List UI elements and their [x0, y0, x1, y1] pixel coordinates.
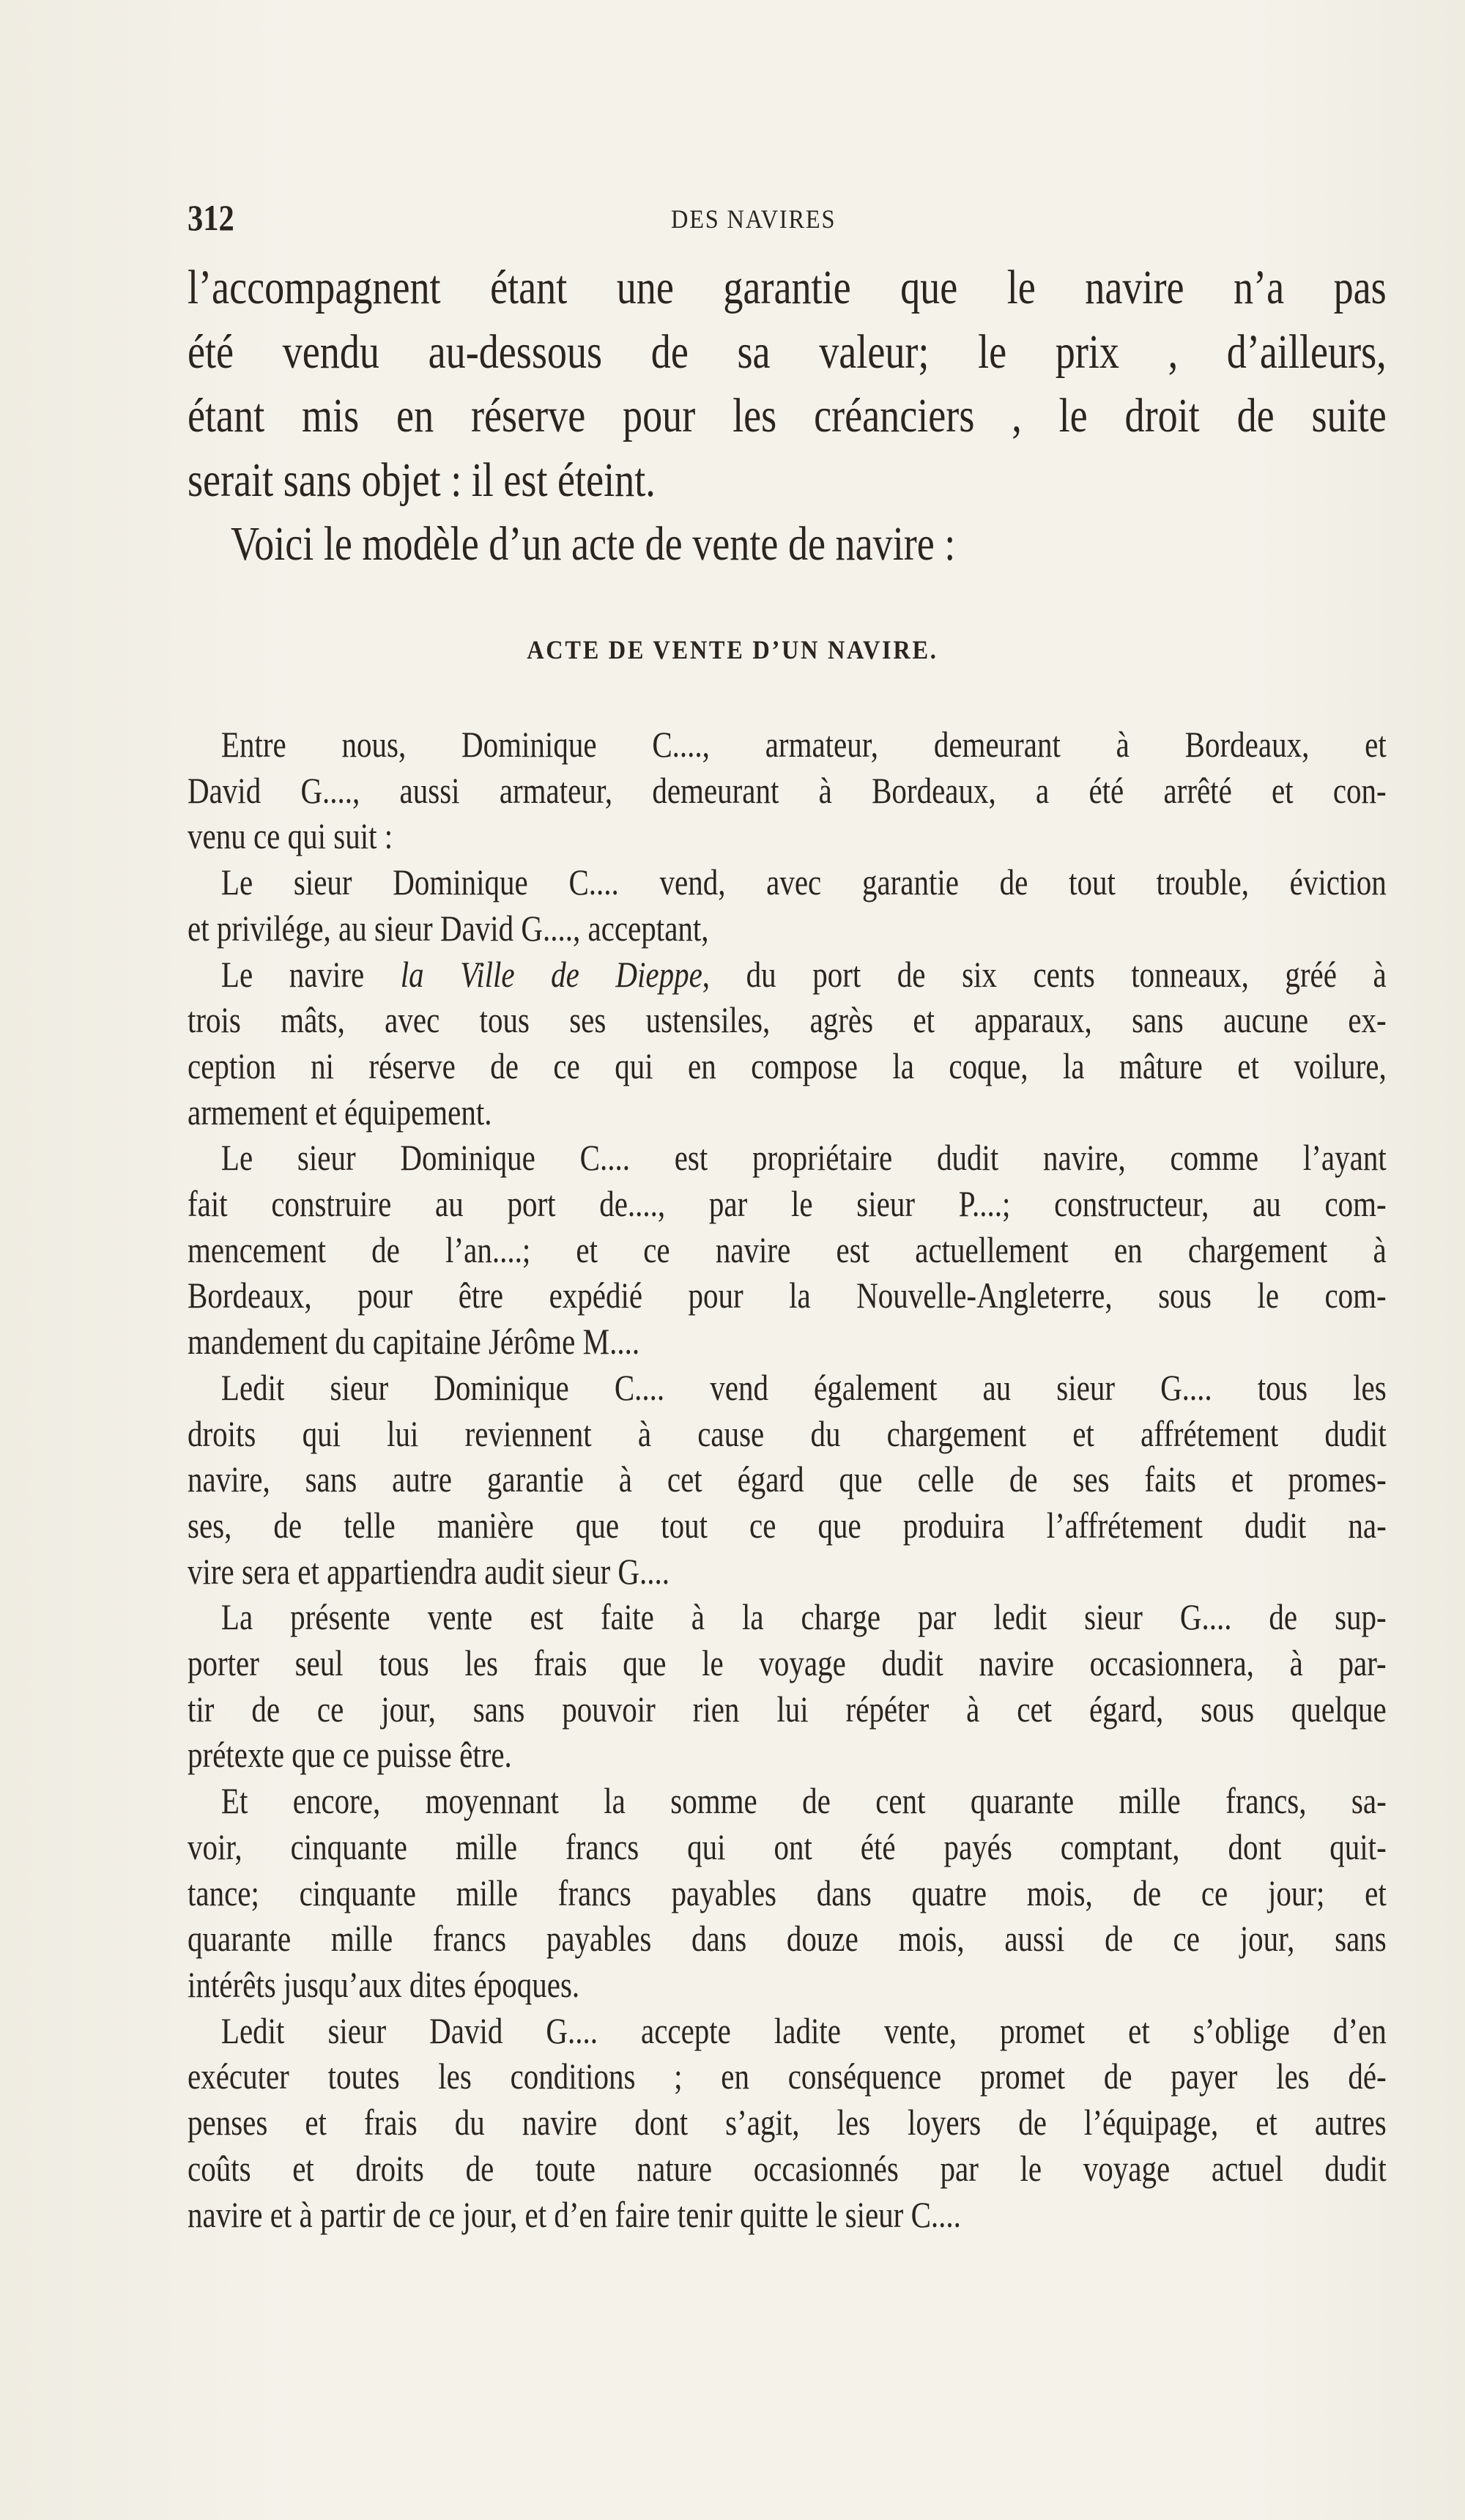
ship-name-italic: la Ville de Dieppe — [400, 953, 702, 995]
section-heading-text: ACTE DE VENTE D’UN NAVIRE. — [527, 635, 938, 664]
text-line: porter seul tous les frais que le voyage dudit navire occasionnera, à par- — [188, 1642, 1387, 1684]
text-line: l’accompagnent étant une garantie que le navire n’a pas — [188, 261, 1387, 314]
section-heading — [0, 634, 1465, 665]
text-line: Le sieur Dominique C.... est propriétaire dudit navire, comme l’ayant — [220, 1137, 1387, 1179]
paragraph — [188, 859, 1387, 951]
text-line: coûts et droits de toute nature occasionnés par le voyage actuel dudit — [188, 2147, 1387, 2189]
text-line: étant mis en réserve pour les créanciers , le droit de suite — [188, 389, 1387, 443]
running-title: DES NAVIRES — [671, 204, 837, 234]
paragraph — [188, 1365, 1387, 1595]
text-line: Le sieur Dominique C.... vend, avec garantie de tout trouble, éviction — [220, 861, 1387, 903]
paragraph — [188, 952, 1387, 1135]
text-line: David G...., aussi armateur, demeurant à Bordeaux, a été arrêté et con- — [188, 769, 1387, 811]
text-line: et privilége, au sieur David G...., acceptant, — [188, 907, 709, 949]
text-line: armement et équipement. — [188, 1091, 492, 1133]
paragraph — [188, 1594, 1387, 1778]
text-line: Voici le modèle d’un acte de vente de navire : — [231, 517, 956, 571]
body-text — [188, 256, 1387, 577]
text-line: Ledit sieur Dominique C.... vend également au sieur G.... tous les — [220, 1366, 1387, 1408]
text-line — [188, 952, 1387, 998]
text-line: tance; cinquante mille francs payables dans quatre mois, de ce jour; et — [188, 1872, 1387, 1913]
text-segment: , du port de six cents tonneaux, gréé à — [702, 953, 1387, 995]
text-line: vire sera et appartiendra audit sieur G.... — [188, 1550, 670, 1592]
text-line: quarante mille francs payables dans douze mois, aussi de ce jour, sans — [188, 1918, 1387, 1960]
text-line: ses, de telle manière que tout ce que produira l’affrétement dudit na- — [188, 1504, 1387, 1546]
text-line: été vendu au-dessous de sa valeur; le prix , d’ailleurs, — [188, 325, 1387, 379]
text-line: mandement du capitaine Jérôme M.... — [188, 1321, 640, 1363]
text-segment: Le navire — [220, 953, 401, 995]
paragraph — [188, 2008, 1387, 2238]
text-line: voir, cinquante mille francs qui ont été payés comptant, dont quit- — [188, 1826, 1387, 1867]
paragraph — [188, 1778, 1387, 2008]
text-line: penses et frais du navire dont s’agit, les loyers de l’équipage, et autres — [188, 2102, 1387, 2143]
text-line: serait sans objet : il est éteint. — [188, 453, 656, 507]
text-line: ception ni réserve de ce qui en compose la coque, la mâture et voilure, — [188, 1045, 1387, 1086]
text-line: Et encore, moyennant la somme de cent quarante mille francs, sa- — [220, 1780, 1387, 1822]
text-line: navire et à partir de ce jour, et d’en faire tenir quitte le sieur C.... — [188, 2193, 961, 2235]
deed-text — [188, 722, 1387, 2237]
text-line: Bordeaux, pour être expédié pour la Nouvelle-Angleterre, sous le com- — [188, 1275, 1387, 1316]
text-line: La présente vente est faite à la charge par ledit sieur G.... de sup- — [220, 1596, 1387, 1638]
text-line: intérêts jusqu’aux dites époques. — [188, 1963, 580, 2005]
running-header — [188, 196, 1387, 240]
text-line: venu ce qui suit : — [188, 815, 393, 857]
text-line: exécuter toutes les conditions ; en conséquence promet de payer les dé- — [188, 2056, 1387, 2097]
text-line: Ledit sieur David G.... accepte ladite vente, promet et s’oblige d’en — [220, 2009, 1387, 2051]
page-number: 312 — [188, 197, 234, 238]
text-line: fait construire au port de...., par le sieur P....; constructeur, au com- — [188, 1183, 1387, 1225]
paragraph — [188, 722, 1387, 859]
text-line: Entre nous, Dominique C...., armateur, demeurant à Bordeaux, et — [220, 724, 1387, 765]
text-line: prétexte que ce puisse être. — [188, 1734, 512, 1776]
paragraph — [188, 1135, 1387, 1365]
paragraph — [188, 256, 1387, 512]
text-line: droits qui lui reviennent à cause du chargement et affrétement dudit — [188, 1412, 1387, 1454]
text-line: navire, sans autre garantie à cet égard que celle de ses faits et promes- — [188, 1459, 1387, 1500]
text-line: tir de ce jour, sans pouvoir rien lui répéter à cet égard, sous quelque — [188, 1688, 1387, 1730]
paragraph — [188, 512, 1387, 577]
text-line: trois mâts, avec tous ses ustensiles, agrès et apparaux, sans aucune ex- — [188, 999, 1387, 1041]
text-line: mencement de l’an....; et ce navire est actuellement en chargement à — [188, 1228, 1387, 1270]
